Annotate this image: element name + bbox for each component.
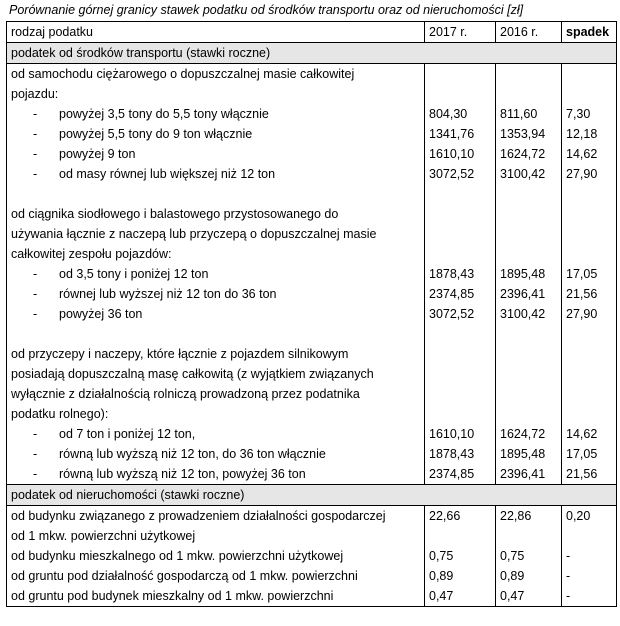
value-2017: 1610,10 [425,144,496,164]
group-intro-text: podatku rolnego): [7,404,425,424]
group-intro-text: pojazdu: [7,84,425,104]
row-label: od gruntu pod działalność gospodarczą od 1 mkw. powierzchni [7,566,425,586]
value-drop: - [562,546,617,566]
header-2016: 2016 r. [496,22,562,43]
dash-bullet: - [33,167,38,181]
section-property [7,485,617,506]
value-2017: 1610,10 [425,424,496,444]
table-caption: Porównanie górnej granicy stawek podatku od środków transportu oraz od nieruchomości [zł] [9,3,524,17]
table-row [7,444,617,464]
value-2017: 3072,52 [425,164,496,184]
value-2017: 0,75 [425,546,496,566]
header-row [7,22,617,43]
value-2016: 0,75 [496,546,562,566]
row-label: od 7 ton i poniżej 12 ton, [59,427,196,441]
value-2017: 3072,52 [425,304,496,324]
dash-bullet: - [33,267,38,281]
dash-bullet: - [33,427,38,441]
table-row [7,546,617,566]
value-drop: 17,05 [562,264,617,284]
group-intro-text: wyłącznie z działalnością rolniczą prowadzoną przez podatnika [7,384,425,404]
row-label: od gruntu pod budynek mieszkalny od 1 mkw. powierzchni [7,586,425,607]
value-2017: 1878,43 [425,264,496,284]
group-intro-row [7,204,617,224]
value-2016: 1624,72 [496,144,562,164]
table-row [7,144,617,164]
table-row [7,264,617,284]
group-intro-row [7,384,617,404]
header-2017: 2017 r. [425,22,496,43]
value-2017: 1341,76 [425,124,496,144]
table-row-continuation [7,526,617,546]
group-intro-row [7,64,617,85]
value-2017: 0,89 [425,566,496,586]
group-intro-text: całkowitej zespołu pojazdów: [7,244,425,264]
row-label: od budynku związanego z prowadzeniem działalności gospodarczej [7,506,425,527]
value-2016: 2396,41 [496,464,562,485]
value-2017: 22,66 [425,506,496,527]
value-2017: 1878,43 [425,444,496,464]
group-intro-text: od samochodu ciężarowego o dopuszczalnej masie całkowitej [7,64,425,85]
value-drop: 27,90 [562,304,617,324]
value-drop: 21,56 [562,464,617,485]
value-drop: - [562,566,617,586]
header-drop: spadek [562,22,617,43]
value-drop: 14,62 [562,424,617,444]
row-label: od budynku mieszkalnego od 1 mkw. powierzchni użytkowej [7,546,425,566]
value-2016: 0,47 [496,586,562,607]
group-intro-text: posiadają dopuszczalną masę całkowitą (z wyjątkiem związanych [7,364,425,384]
value-2016: 0,89 [496,566,562,586]
section-title: podatek od nieruchomości (stawki roczne) [7,485,617,506]
spacer-row [7,184,617,204]
value-2016: 2396,41 [496,284,562,304]
group-intro-row [7,404,617,424]
dash-bullet: - [33,447,38,461]
value-2016: 22,86 [496,506,562,527]
table-row [7,284,617,304]
row-label: równą lub wyższą niż 12 ton, powyżej 36 ton [59,467,306,481]
value-2016: 1895,48 [496,264,562,284]
spacer-row [7,324,617,344]
group-intro-text: od przyczepy i naczepy, które łącznie z pojazdem silnikowym [7,344,425,364]
table-row [7,304,617,324]
value-drop: 12,18 [562,124,617,144]
group-intro-row [7,364,617,384]
value-2016: 1353,94 [496,124,562,144]
value-drop: 21,56 [562,284,617,304]
table-row [7,464,617,485]
dash-bullet: - [33,307,38,321]
value-drop: 14,62 [562,144,617,164]
value-drop: - [562,586,617,607]
table-row [7,506,617,527]
row-label: powyżej 36 ton [59,307,143,321]
row-label: od masy równej lub większej niż 12 ton [59,167,276,181]
table-row [7,586,617,607]
value-drop: 7,30 [562,104,617,124]
row-label: równą lub wyższą niż 12 ton, do 36 ton włącznie [59,447,326,461]
group-intro-text: od ciągnika siodłowego i balastowego przystosowanego do [7,204,425,224]
value-2017: 2374,85 [425,464,496,485]
value-drop: 17,05 [562,444,617,464]
section-transport [7,43,617,64]
table-row [7,124,617,144]
tax-rate-table [6,21,617,607]
table-row [7,164,617,184]
row-label: powyżej 3,5 tony do 5,5 tony włącznie [59,107,269,121]
dash-bullet: - [33,127,38,141]
value-drop: 27,90 [562,164,617,184]
value-2016: 3100,42 [496,304,562,324]
table-row [7,104,617,124]
row-label: powyżej 9 ton [59,147,136,161]
group-intro-row [7,84,617,104]
group-intro-text: używania łącznie z naczepą lub przyczepą o dopuszczalnej masie [7,224,425,244]
group-intro-row [7,344,617,364]
dash-bullet: - [33,467,38,481]
value-2017: 0,47 [425,586,496,607]
section-title: podatek od środków transportu (stawki roczne) [7,43,617,64]
dash-bullet: - [33,287,38,301]
dash-bullet: - [33,107,38,121]
value-2017: 804,30 [425,104,496,124]
dash-bullet: - [33,147,38,161]
row-label: od 3,5 tony i poniżej 12 ton [59,267,209,281]
table-row [7,566,617,586]
value-2016: 1895,48 [496,444,562,464]
value-2016: 1624,72 [496,424,562,444]
row-label: powyżej 5,5 tony do 9 ton włącznie [59,127,253,141]
table-row [7,424,617,444]
header-type: rodzaj podatku [7,22,425,43]
value-2016: 811,60 [496,104,562,124]
group-intro-row [7,244,617,264]
group-intro-row [7,224,617,244]
value-drop: 0,20 [562,506,617,527]
row-label: równej lub wyższej niż 12 ton do 36 ton [59,287,277,301]
value-2016: 3100,42 [496,164,562,184]
value-2017: 2374,85 [425,284,496,304]
row-label: od 1 mkw. powierzchni użytkowej [7,526,425,546]
